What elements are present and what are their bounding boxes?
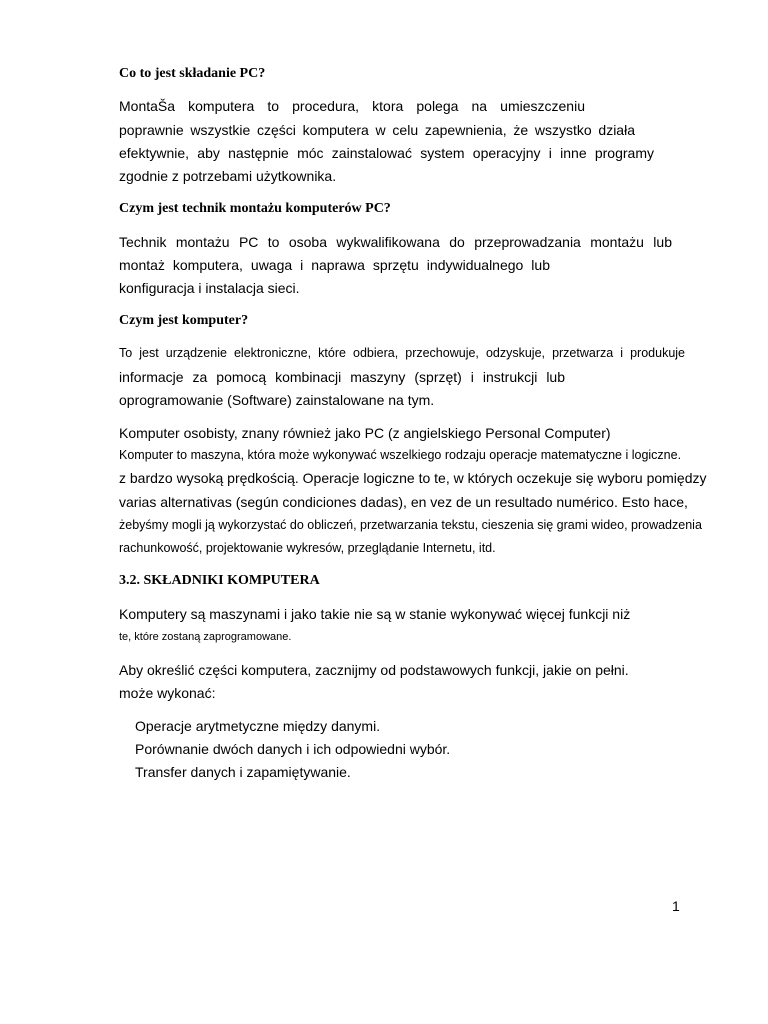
heading-computer-components: 3.2. SKŁADNIKI KOMPUTERA — [119, 573, 320, 588]
paragraph-line: Komputer osobisty, znany również jako PC (z angielskiego Personal Computer) — [119, 425, 611, 441]
paragraph-line: z bardzo wysoką prędkością. Operacje logiczne to te, w których oczekuje się wyboru pomiędzy — [119, 470, 707, 486]
list-item: Operacje arytmetyczne między danymi. — [135, 718, 381, 734]
paragraph-line: To jest urządzenie elektroniczne, które odbiera, przechowuje, odzyskuje, przetwarza i produkuje — [119, 346, 685, 360]
paragraph-line: rachunkowość, projektowanie wykresów, przeglądanie Internetu, itd. — [119, 541, 496, 555]
heading-what-is-pc-assembly: Co to jest składanie PC? — [119, 66, 266, 81]
paragraph-line: efektywnie, aby następnie móc zainstalować system operacyjny i inne programy — [119, 145, 654, 161]
paragraph-line: konfiguracja i instalacja sieci. — [119, 280, 300, 296]
heading-pc-technician: Czym jest technik montażu komputerów PC? — [119, 201, 391, 216]
paragraph-line: informacje za pomocą kombinacji maszyny (sprzęt) i instrukcji lub — [119, 369, 565, 385]
paragraph-line: zgodnie z potrzebami użytkownika. — [119, 168, 337, 184]
paragraph-line: te, które zostaną zaprogramowane. — [119, 631, 292, 643]
paragraph-line: varias alternativas (según condiciones dadas), en vez de un resultado numérico. Esto hace, — [119, 494, 688, 510]
paragraph-line: montaż komputera, uwaga i naprawa sprzętu indywidualnego lub — [119, 257, 550, 273]
heading-what-is-computer: Czym jest komputer? — [119, 313, 249, 328]
paragraph-line: Aby określić części komputera, zacznijmy od podstawowych funkcji, jakie on pełni. — [119, 662, 629, 678]
paragraph-line: żebyśmy mogli ją wykorzystać do obliczeń, przetwarzania tekstu, cieszenia się grami wideo, prowadzenia — [119, 518, 702, 532]
paragraph-line: może wykonać: — [119, 685, 216, 701]
page-number: 1 — [672, 898, 680, 914]
paragraph-line: MontaŠa komputera to procedura, ktora polega na umieszczeniu — [119, 98, 585, 114]
paragraph-line: Komputery są maszynami i jako takie nie są w stanie wykonywać więcej funkcji niż — [119, 606, 631, 622]
paragraph-line: Komputer to maszyna, która może wykonywać wszelkiego rodzaju operacje matematyczne i logiczne. — [119, 448, 682, 462]
list-item: Transfer danych i zapamiętywanie. — [135, 764, 351, 780]
paragraph-line: oprogramowanie (Software) zainstalowane na tym. — [119, 392, 435, 408]
paragraph-line: poprawnie wszystkie części komputera w celu zapewnienia, że wszystko działa — [119, 122, 635, 138]
list-item: Porównanie dwóch danych i ich odpowiedni wybór. — [135, 741, 451, 757]
paragraph-line: Technik montażu PC to osoba wykwalifikowana do przeprowadzania montażu lub — [119, 234, 672, 250]
